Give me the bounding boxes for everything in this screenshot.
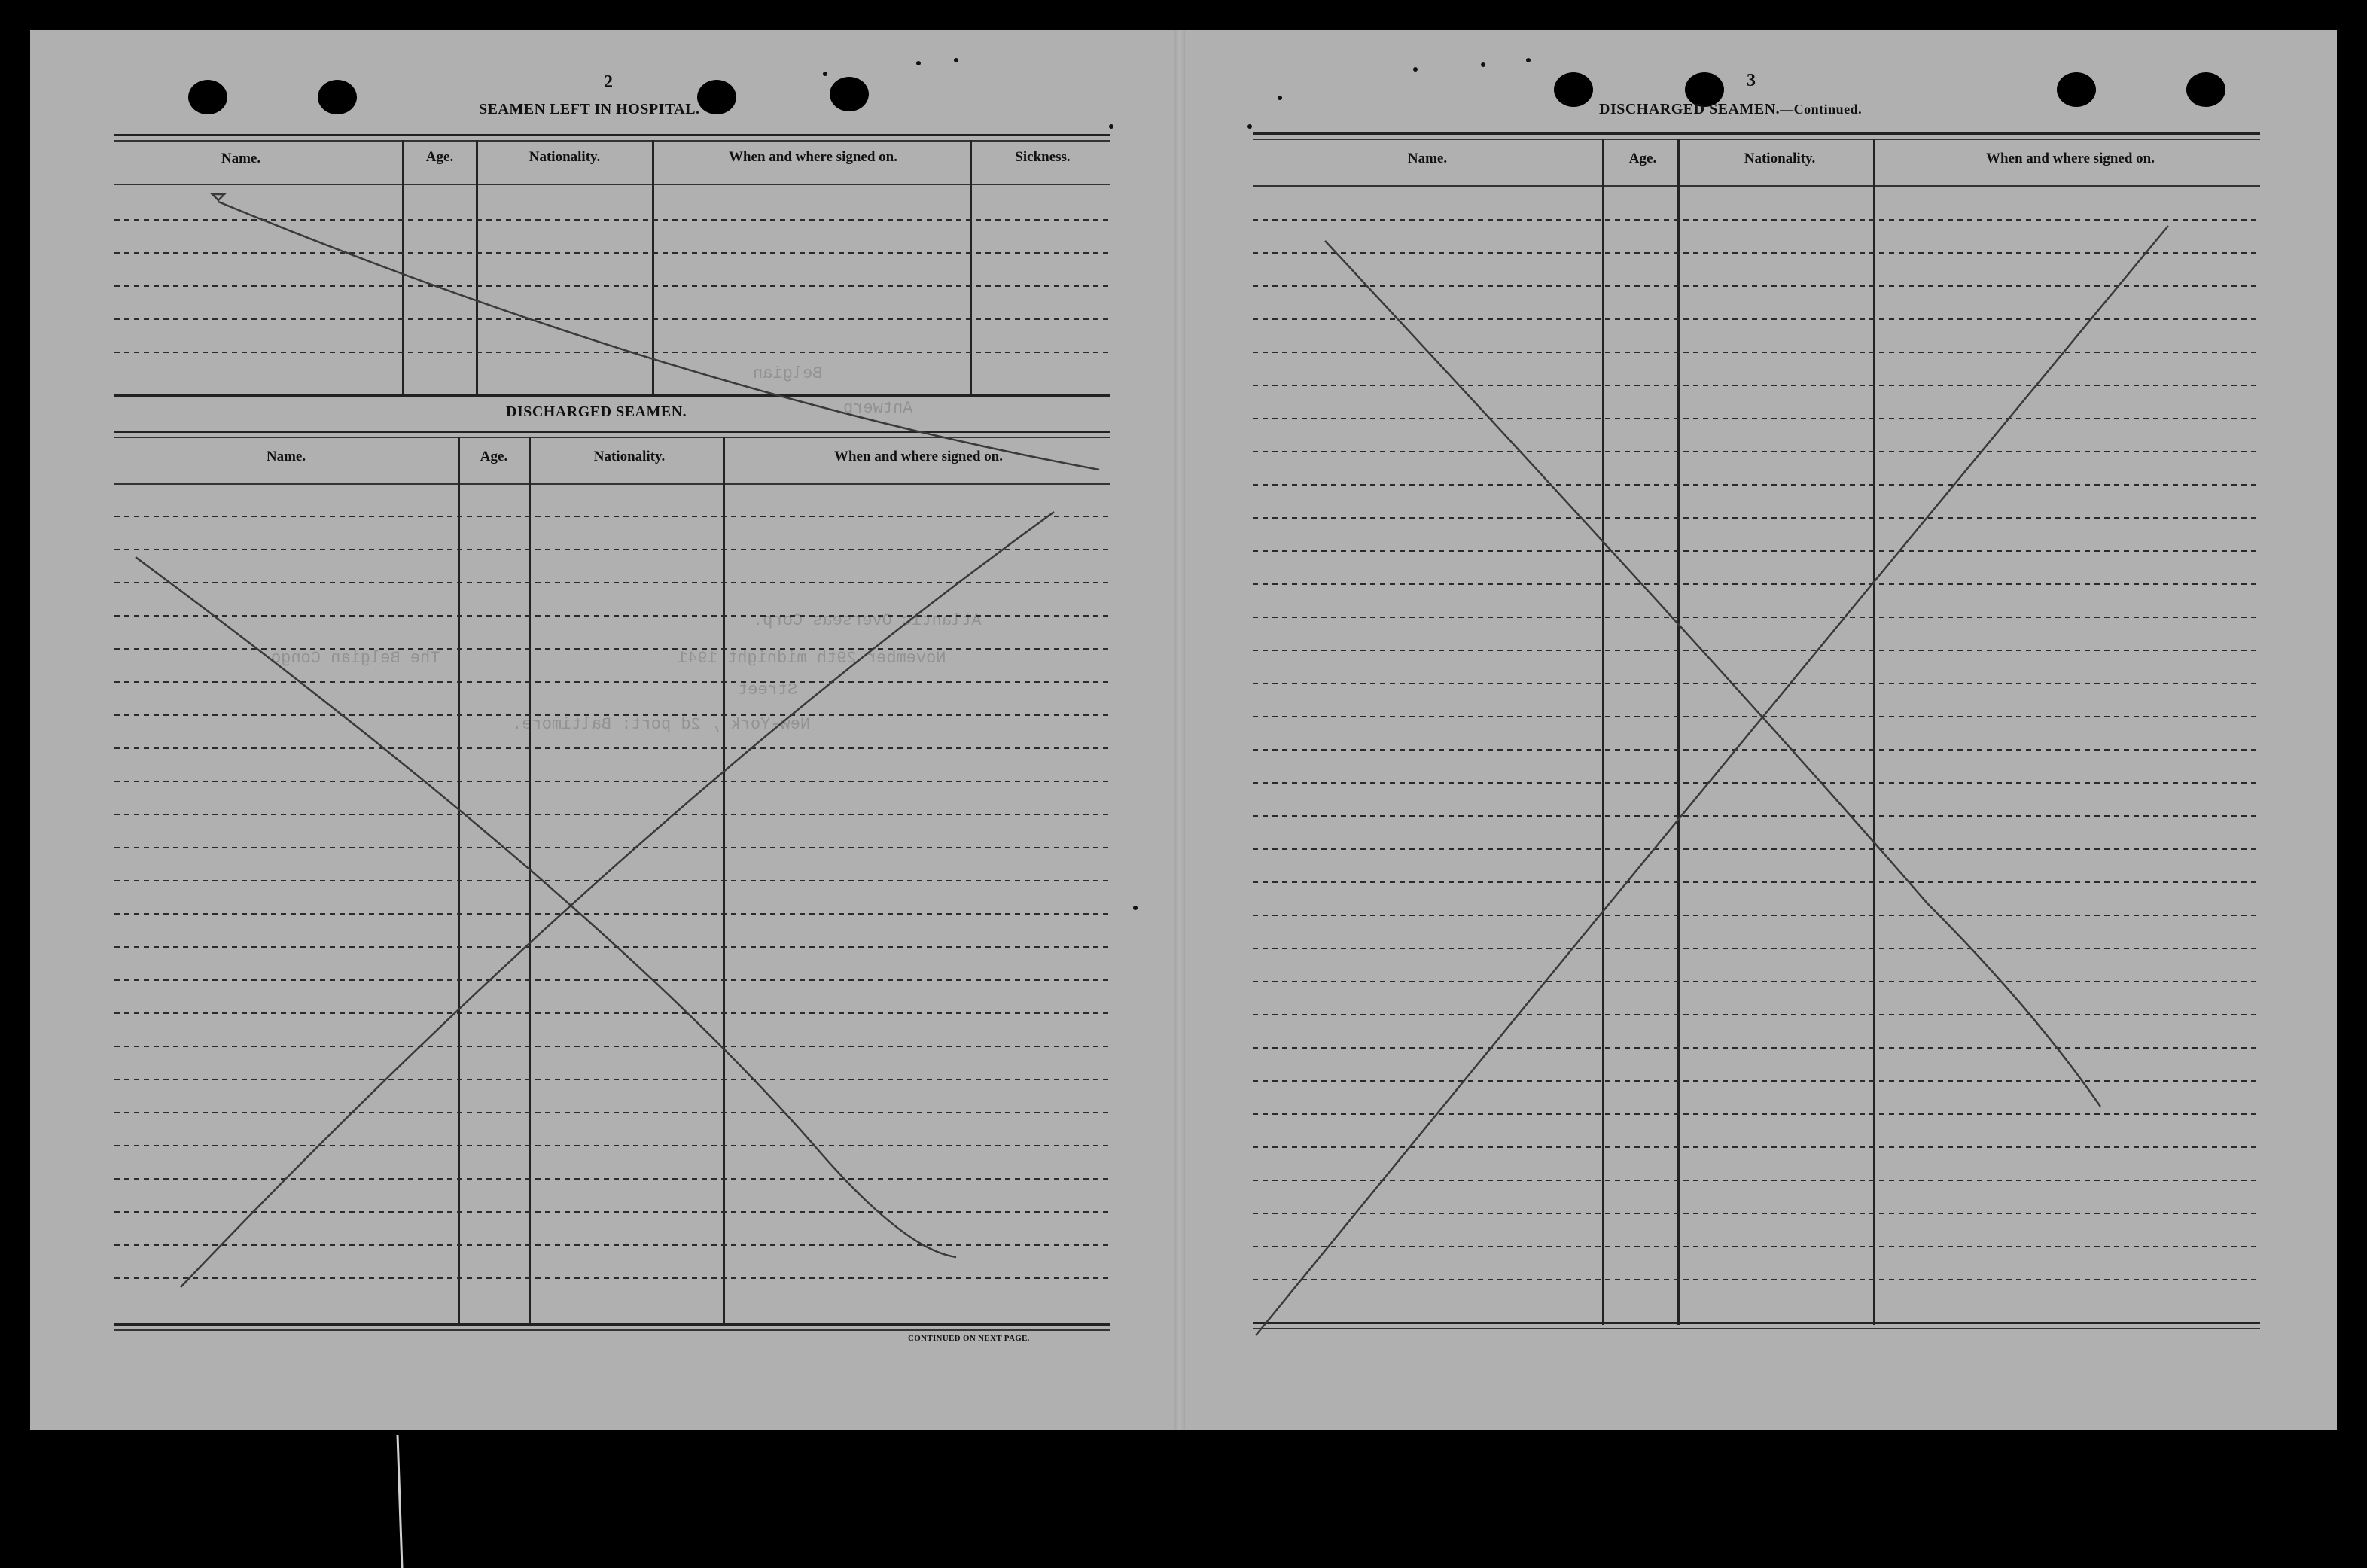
strike-line: [218, 202, 1099, 470]
ink-speck: [1526, 58, 1531, 62]
column-header-sickness: Sickness.: [1015, 149, 1071, 165]
discharged-section-title: DISCHARGED SEAMEN.: [506, 403, 687, 420]
strike-line: [212, 194, 224, 200]
discharged-title-text: DISCHARGED SEAMEN.: [1599, 101, 1781, 117]
column-header-name: Name.: [1407, 151, 1448, 166]
column-header-signed-on: When and where signed on.: [728, 149, 897, 165]
bleed-through-text: November 29th midnight 1941: [678, 649, 946, 668]
column-header-name: Name.: [266, 449, 306, 464]
bleed-through-text: Antwerp: [843, 399, 913, 418]
page-number: 2: [604, 72, 613, 92]
ink-speck: [1247, 124, 1252, 129]
continued-note: CONTINUED ON NEXT PAGE.: [908, 1334, 1030, 1343]
column-header-nationality: Nationality.: [593, 449, 666, 464]
bleed-through-text: Belgian: [753, 364, 823, 383]
column-header-nationality: Nationality.: [529, 149, 601, 165]
bleed-through-text: The Belgian Congo: [271, 649, 440, 668]
bleed-through-text: Atlantic Overseas Corp.: [753, 611, 982, 630]
column-header-age: Age.: [1628, 151, 1657, 166]
column-header-age: Age.: [425, 149, 454, 165]
page-number: 3: [1747, 71, 1756, 90]
scan-edge-mark: [398, 1435, 402, 1568]
ink-speck: [954, 58, 958, 62]
column-header-signed-on: When and where signed on.: [833, 449, 1003, 464]
ink-speck: [1133, 906, 1138, 910]
ink-speck: [1481, 62, 1485, 67]
strike-line: [136, 557, 956, 1257]
strike-line: [1256, 226, 2168, 1335]
bleed-through-text: New-York , 2d port: Baltimore.: [512, 715, 811, 734]
column-header-nationality: Nationality.: [1744, 151, 1816, 166]
ink-speck: [1109, 124, 1113, 129]
column-header-name: Name.: [221, 151, 261, 166]
ink-speck: [1278, 96, 1282, 100]
strike-line: [1325, 241, 2100, 1107]
continued-suffix: —Continued.: [1780, 102, 1863, 117]
strike-line: [181, 512, 1054, 1287]
hospital-section-title: SEAMEN LEFT IN HOSPITAL.: [479, 101, 700, 117]
column-header-age: Age.: [480, 449, 508, 464]
ink-speck: [916, 61, 921, 65]
ink-speck: [1413, 67, 1418, 72]
bleed-through-text: Street: [738, 680, 798, 699]
column-header-signed-on: When and where signed on.: [1985, 151, 2155, 166]
ink-speck: [823, 72, 827, 76]
